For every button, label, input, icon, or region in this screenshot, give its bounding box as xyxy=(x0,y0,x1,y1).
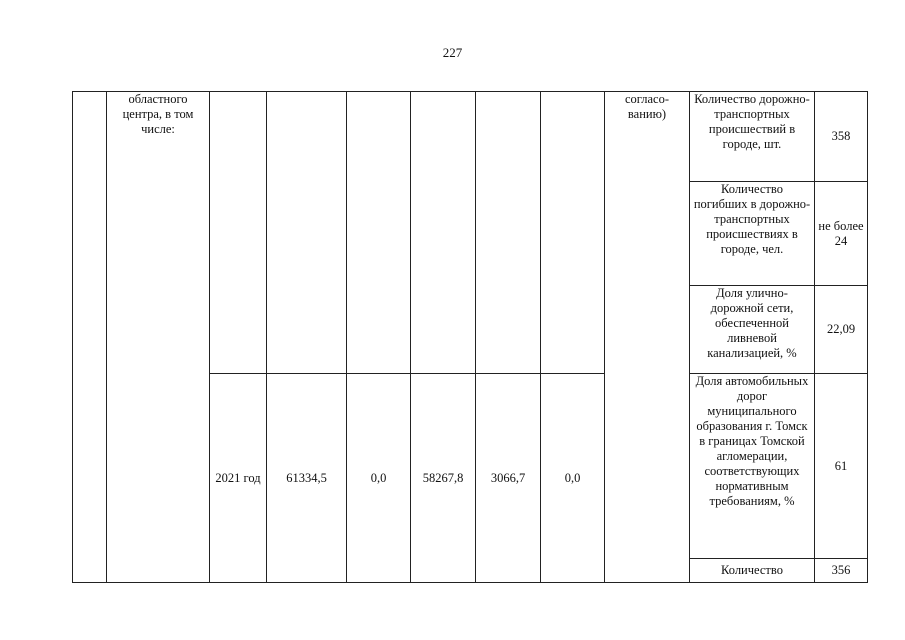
federal-cell: 0,0 xyxy=(347,374,411,583)
program-table xyxy=(72,91,868,583)
indicator-value: 61 xyxy=(815,374,868,559)
note-cell xyxy=(605,92,690,583)
local-cell: 3066,7 xyxy=(476,374,541,583)
indicator-value: 358 xyxy=(815,92,868,182)
object-name: областного центра, в том числе: xyxy=(122,92,194,136)
total-cell: 61334,5 xyxy=(267,374,347,583)
indicator-name: Доля улично-дорожной сети, обеспеченной ливневой канализацией, % xyxy=(690,286,815,374)
object-name-cell xyxy=(107,92,210,583)
local-cell-empty xyxy=(476,92,541,374)
regional-cell: 58267,8 xyxy=(411,374,476,583)
indicator-name: Доля автомобильных дорог муниципального образования г. Томск в границах Томской агломерации, соответствующих нормативным требованиям, % xyxy=(690,374,815,559)
page-number: 227 xyxy=(442,45,463,60)
regional-cell-empty xyxy=(411,92,476,374)
total-cell-empty xyxy=(267,92,347,374)
indicator-name: Количество xyxy=(690,559,815,583)
indicator-name: Количество погибших в дорожно-транспортных происшествиях в городе, чел. xyxy=(690,182,815,286)
note-text: согласо-ванию) xyxy=(624,92,670,121)
indicator-name: Количество дорожно-транспортных происшествий в городе, шт. xyxy=(690,92,815,182)
indicator-value: 356 xyxy=(815,559,868,583)
year-cell-empty xyxy=(210,92,267,374)
indicator-value: 22,09 xyxy=(815,286,868,374)
year-cell: 2021 год xyxy=(210,374,267,583)
other-cell-empty xyxy=(541,92,605,374)
federal-cell-empty xyxy=(347,92,411,374)
indicator-value: не более 24 xyxy=(815,182,868,286)
other-cell: 0,0 xyxy=(541,374,605,583)
number-cell xyxy=(73,92,107,583)
